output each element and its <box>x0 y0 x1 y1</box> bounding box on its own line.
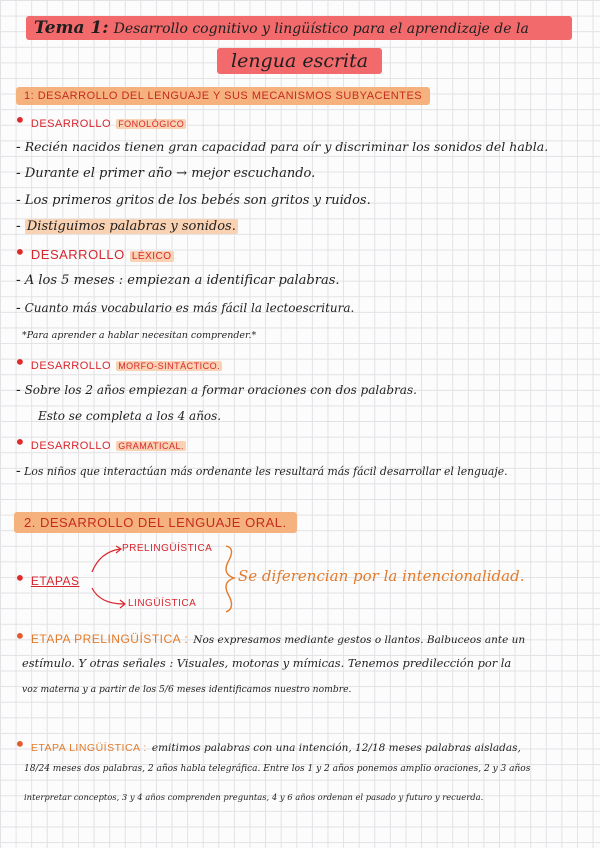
linguistica-label: ETAPA LINGÜÍSTICA : <box>30 742 147 754</box>
fonologico-item-4: - Distiguimos palabras y sonidos. <box>16 218 236 234</box>
gramatical-label: DESARROLLO <box>30 440 112 452</box>
linguistica-text-1: emitimos palabras con una intención, 12/18 meses palabras aisladas, <box>151 742 521 754</box>
morfo-item-2: Esto se completa a los 4 años. <box>38 409 222 423</box>
prelinguistica-text-3: voz materna y a partir de los 5/6 meses identificamos nuestro nombre. <box>22 684 352 695</box>
lexico-tag: LÉXICO <box>131 251 172 262</box>
linguistica-line1 <box>14 734 521 755</box>
branch-prelinguistica: PRELINGÜÍSTICA <box>122 543 213 554</box>
bullet-icon: • <box>14 240 26 264</box>
fonologico-label: DESARROLLO <box>30 118 112 130</box>
brace-icon <box>226 546 234 612</box>
bullet-icon: • <box>14 350 26 374</box>
morfo-tag: MORFO-SINTÁCTICO. <box>118 361 221 371</box>
fonologico-item-2: - Durante el primer año → mejor escuchando. <box>16 165 316 181</box>
title-bold: Tema 1: <box>34 18 109 38</box>
prelinguistica-text-2: estímulo. Y otras señales : Visuales, motoras y mímicas. Tenemos predilección por la <box>22 656 512 670</box>
lexico-item-1: - A los 5 meses : empiezan a identificar palabras. <box>16 272 340 288</box>
lexico-item-2: - Cuanto más vocabulario es más fácil la lectoescritura. <box>16 300 355 316</box>
title-rest: Desarrollo cognitivo y lingüístico para el aprendizaje de la <box>113 21 529 37</box>
prelinguistica-label: ETAPA PRELINGÜÍSTICA : <box>30 632 189 646</box>
bullet-icon: • <box>14 566 26 590</box>
lexico-note: *Para aprender a hablar necesitan comprender.* <box>22 330 257 341</box>
section2-heading-text: 2. DESARROLLO DEL LENGUAJE ORAL. <box>14 512 297 533</box>
title-line2-text: lengua escrita <box>217 48 382 74</box>
fonologico-item-3: - Los primeros gritos de los bebés son gritos y ruidos. <box>16 192 371 208</box>
branch-linguistica: LINGÜÍSTICA <box>128 598 197 609</box>
prelinguistica-line1 <box>14 626 525 647</box>
gramatical-item-1: - Los niños que interactúan más ordenante les resultará más fácil desarrollar el lenguaje. <box>16 463 508 479</box>
linguistica-text-3: interpretar conceptos, 3 y 4 años comprenden preguntas, 4 y 6 años ordenan el pasado y futuro y recuerda. <box>24 792 484 802</box>
morfo-item-1: - Sobre los 2 años empiezan a formar oraciones con dos palabras. <box>16 382 417 398</box>
gramatical-tag: GRAMATICAL. <box>118 441 185 451</box>
prelinguistica-text-1: Nos expresamos mediante gestos o llantos. Balbuceos ante un <box>193 634 526 646</box>
bullet-icon: • <box>14 624 26 648</box>
etapas-note: Se diferencian por la intencionalidad. <box>238 567 525 585</box>
morfo-label: DESARROLLO <box>30 360 112 372</box>
linguistica-text-2: 18/24 meses dos palabras, 2 años habla telegráfica. Entre los 1 y 2 años ponemos amplio oraciones, 2 y 3 años <box>24 764 531 774</box>
lexico-label: DESARROLLO <box>30 247 125 262</box>
fonologico-tag: FONOLÓGICO <box>118 119 185 129</box>
fonologico-item-1: - Recién nacidos tienen gran capacidad para oír y discriminar los sonidos del habla. <box>16 139 549 155</box>
bullet-icon: • <box>14 430 26 454</box>
bullet-icon: • <box>14 108 26 132</box>
bullet-icon: • <box>14 732 26 756</box>
etapas-label: ETAPAS <box>30 574 80 588</box>
section1-heading-text: 1: DESARROLLO DEL LENGUAJE Y SUS MECANISMOS SUBYACENTES <box>16 87 430 105</box>
